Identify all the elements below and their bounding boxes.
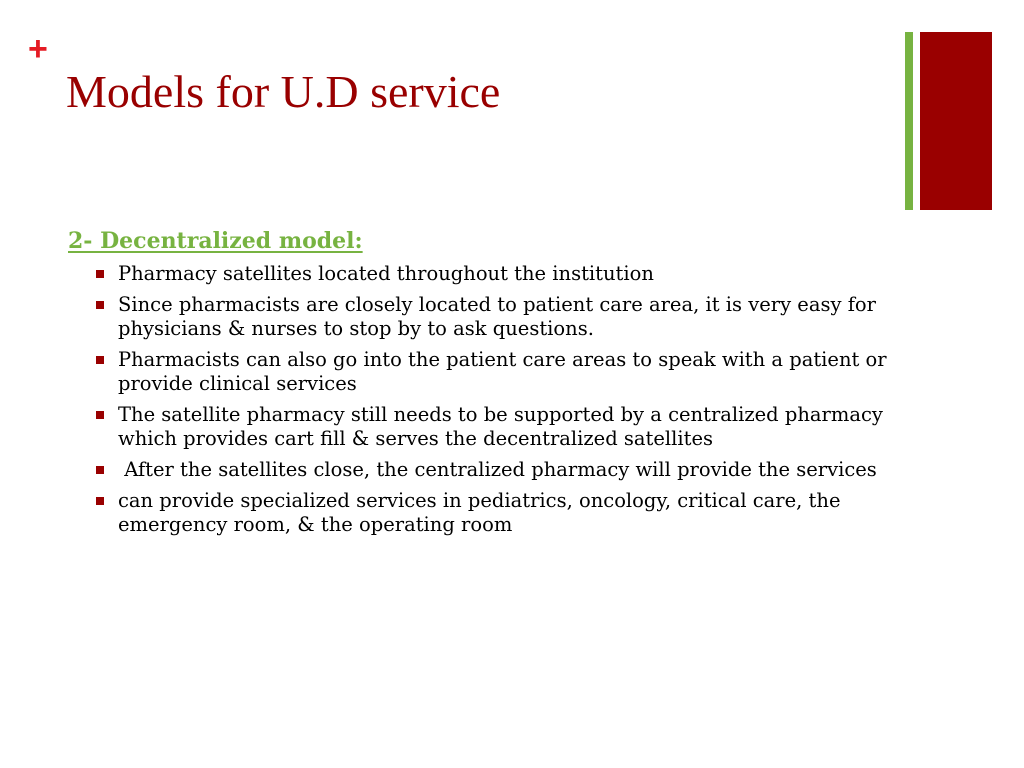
- bullet-item: [68, 458, 898, 482]
- square-bullet-icon: [96, 356, 104, 364]
- bullet-text: Pharmacists can also go into the patient care areas to speak with a patient or provide clinical services: [118, 348, 887, 395]
- plus-decoration: +: [28, 30, 48, 68]
- slide-content: [68, 224, 898, 544]
- accent-block-red: [920, 32, 992, 210]
- square-bullet-icon: [96, 411, 104, 419]
- bullet-text: Since pharmacists are closely located to patient care area, it is very easy for physicians & nurses to stop by to ask questions.: [118, 293, 876, 340]
- accent-bar-green: [905, 32, 913, 210]
- section-subheading: 2- Decentralized model:: [68, 228, 363, 254]
- bullet-list: [68, 262, 898, 537]
- bullet-item: [68, 262, 898, 286]
- bullet-item: [68, 348, 898, 396]
- slide-title: Models for U.D service: [66, 66, 501, 117]
- square-bullet-icon: [96, 497, 104, 505]
- bullet-text: can provide specialized services in pediatrics, oncology, critical care, the emergency room, & the operating room: [118, 489, 841, 536]
- bullet-item: [68, 293, 898, 341]
- square-bullet-icon: [96, 301, 104, 309]
- bullet-text: After the satellites close, the centralized pharmacy will provide the services: [118, 458, 877, 481]
- square-bullet-icon: [96, 270, 104, 278]
- bullet-text: The satellite pharmacy still needs to be supported by a centralized pharmacy which provides cart fill & serves the decentralized satellites: [118, 403, 883, 450]
- bullet-text: Pharmacy satellites located throughout the institution: [118, 262, 654, 285]
- bullet-item: [68, 403, 898, 451]
- square-bullet-icon: [96, 466, 104, 474]
- bullet-item: [68, 489, 898, 537]
